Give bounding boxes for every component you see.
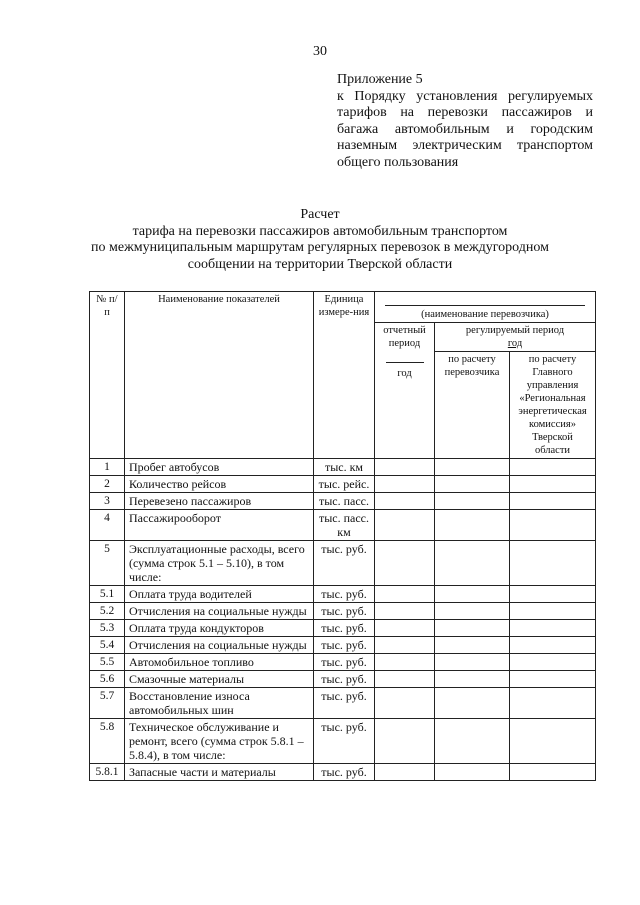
appendix-body: к Порядку установления регулируемых тарифов на перевозки пассажиров и багажа автомобильным и городским наземным электрическим транспортом общего пользования [337, 88, 593, 170]
row-number: 5.5 [90, 654, 125, 671]
row-authority-value [510, 476, 596, 493]
row-authority-value [510, 459, 596, 476]
header-unit: Единица измере-ния [314, 292, 375, 459]
row-authority-value [510, 671, 596, 688]
row-reporting-value [375, 603, 435, 620]
row-authority-value [510, 586, 596, 603]
calculation-heading [80, 207, 560, 273]
row-unit: тыс. рейс. [314, 476, 375, 493]
row-name: Смазочные материалы [125, 671, 314, 688]
table-row [90, 688, 596, 719]
header-row-1 [90, 292, 596, 323]
row-reporting-value [375, 764, 435, 781]
table-row [90, 719, 596, 764]
row-authority-value [510, 654, 596, 671]
row-number: 1 [90, 459, 125, 476]
header-authority-calc: по расчету Главного управления «Региональная энергетическая комиссия» Тверской области [510, 352, 596, 459]
row-unit: тыс. руб. [314, 586, 375, 603]
row-unit: тыс. руб. [314, 688, 375, 719]
row-unit: тыс. руб. [314, 603, 375, 620]
row-carrier-value [435, 620, 510, 637]
row-carrier-value [435, 719, 510, 764]
row-number: 5.1 [90, 586, 125, 603]
row-number: 5.8 [90, 719, 125, 764]
row-name: Отчисления на социальные нужды [125, 603, 314, 620]
row-name: Оплата труда кондукторов [125, 620, 314, 637]
header-carrier: (наименование перевозчика) [421, 309, 549, 320]
header-carrier-calc: по расчету перевозчика [435, 352, 510, 459]
table-row [90, 671, 596, 688]
table-row [90, 510, 596, 541]
row-unit: тыс. руб. [314, 541, 375, 586]
row-name: Перевезено пассажиров [125, 493, 314, 510]
table-row [90, 620, 596, 637]
row-name: Техническое обслуживание и ремонт, всего (сумма строк 5.8.1 – 5.8.4), в том числе: [125, 719, 314, 764]
row-number: 5 [90, 541, 125, 586]
row-authority-value [510, 493, 596, 510]
row-name: Отчисления на социальные нужды [125, 637, 314, 654]
row-reporting-value [375, 586, 435, 603]
table-row [90, 476, 596, 493]
row-carrier-value [435, 476, 510, 493]
calculation-line-2: тарифа на перевозки пассажиров автомобильным транспортом [132, 223, 508, 239]
row-authority-value [510, 603, 596, 620]
row-reporting-value [375, 541, 435, 586]
row-authority-value [510, 510, 596, 541]
appendix-block [337, 72, 593, 171]
row-authority-value [510, 637, 596, 654]
header-reporting-year: год [397, 368, 412, 379]
row-reporting-value [375, 510, 435, 541]
row-name: Количество рейсов [125, 476, 314, 493]
header-carrier-cell [375, 292, 596, 323]
row-unit: тыс. руб. [314, 654, 375, 671]
row-name: Пассажирооборот [125, 510, 314, 541]
row-carrier-value [435, 541, 510, 586]
row-reporting-value [375, 459, 435, 476]
row-number: 5.7 [90, 688, 125, 719]
table-row [90, 654, 596, 671]
row-carrier-value [435, 671, 510, 688]
page-number: 30 [313, 44, 327, 59]
row-number: 5.3 [90, 620, 125, 637]
row-reporting-value [375, 493, 435, 510]
row-unit: тыс. пасс. км [314, 510, 375, 541]
appendix-title: Приложение 5 [337, 72, 423, 87]
row-number: 4 [90, 510, 125, 541]
row-name: Оплата труда водителей [125, 586, 314, 603]
row-unit: тыс. руб. [314, 637, 375, 654]
row-unit: тыс. руб. [314, 719, 375, 764]
reporting-year-blank-line [386, 354, 424, 363]
row-carrier-value [435, 603, 510, 620]
row-name: Автомобильное топливо [125, 654, 314, 671]
header-reporting-cell [375, 323, 435, 459]
row-number: 5.8.1 [90, 764, 125, 781]
table-row [90, 637, 596, 654]
row-authority-value [510, 620, 596, 637]
row-carrier-value [435, 637, 510, 654]
header-regulated-year: год [507, 338, 523, 349]
row-carrier-value [435, 510, 510, 541]
tariff-table [89, 291, 596, 781]
row-number: 5.2 [90, 603, 125, 620]
row-name: Запасные части и материалы [125, 764, 314, 781]
header-regulated-cell [435, 323, 596, 352]
row-reporting-value [375, 719, 435, 764]
calculation-line-4: сообщении на территории Тверской области [187, 256, 453, 272]
row-reporting-value [375, 654, 435, 671]
table-row [90, 603, 596, 620]
row-name: Пробег автобусов [125, 459, 314, 476]
table-row [90, 459, 596, 476]
row-number: 5.4 [90, 637, 125, 654]
row-carrier-value [435, 764, 510, 781]
row-carrier-value [435, 654, 510, 671]
row-name: Восстановление износа автомобильных шин [125, 688, 314, 719]
header-reporting-period: отчетный период [383, 325, 426, 349]
header-regulated-period: регулируемый период [465, 325, 565, 336]
row-unit: тыс. пасс. [314, 493, 375, 510]
header-name: Наименование показателей [125, 292, 314, 459]
table-row [90, 541, 596, 586]
row-unit: тыс. руб. [314, 620, 375, 637]
row-unit: тыс. км [314, 459, 375, 476]
row-number: 2 [90, 476, 125, 493]
calculation-line-3: по межмуниципальным маршрутам регулярных перевозок в междугородном [91, 240, 549, 255]
row-reporting-value [375, 637, 435, 654]
row-number: 5.6 [90, 671, 125, 688]
row-carrier-value [435, 459, 510, 476]
table-row [90, 493, 596, 510]
carrier-name-blank-line [385, 296, 585, 306]
row-carrier-value [435, 586, 510, 603]
row-authority-value [510, 764, 596, 781]
row-reporting-value [375, 620, 435, 637]
row-reporting-value [375, 688, 435, 719]
row-authority-value [510, 688, 596, 719]
header-num: № п/п [90, 292, 125, 459]
row-reporting-value [375, 671, 435, 688]
row-unit: тыс. руб. [314, 671, 375, 688]
row-name: Эксплуатационные расходы, всего (сумма строк 5.1 – 5.10), в том числе: [125, 541, 314, 586]
calculation-line-1: Расчет [300, 207, 340, 222]
row-carrier-value [435, 493, 510, 510]
table-row [90, 764, 596, 781]
row-reporting-value [375, 476, 435, 493]
table-row [90, 586, 596, 603]
row-unit: тыс. руб. [314, 764, 375, 781]
row-number: 3 [90, 493, 125, 510]
row-authority-value [510, 719, 596, 764]
row-carrier-value [435, 688, 510, 719]
row-authority-value [510, 541, 596, 586]
